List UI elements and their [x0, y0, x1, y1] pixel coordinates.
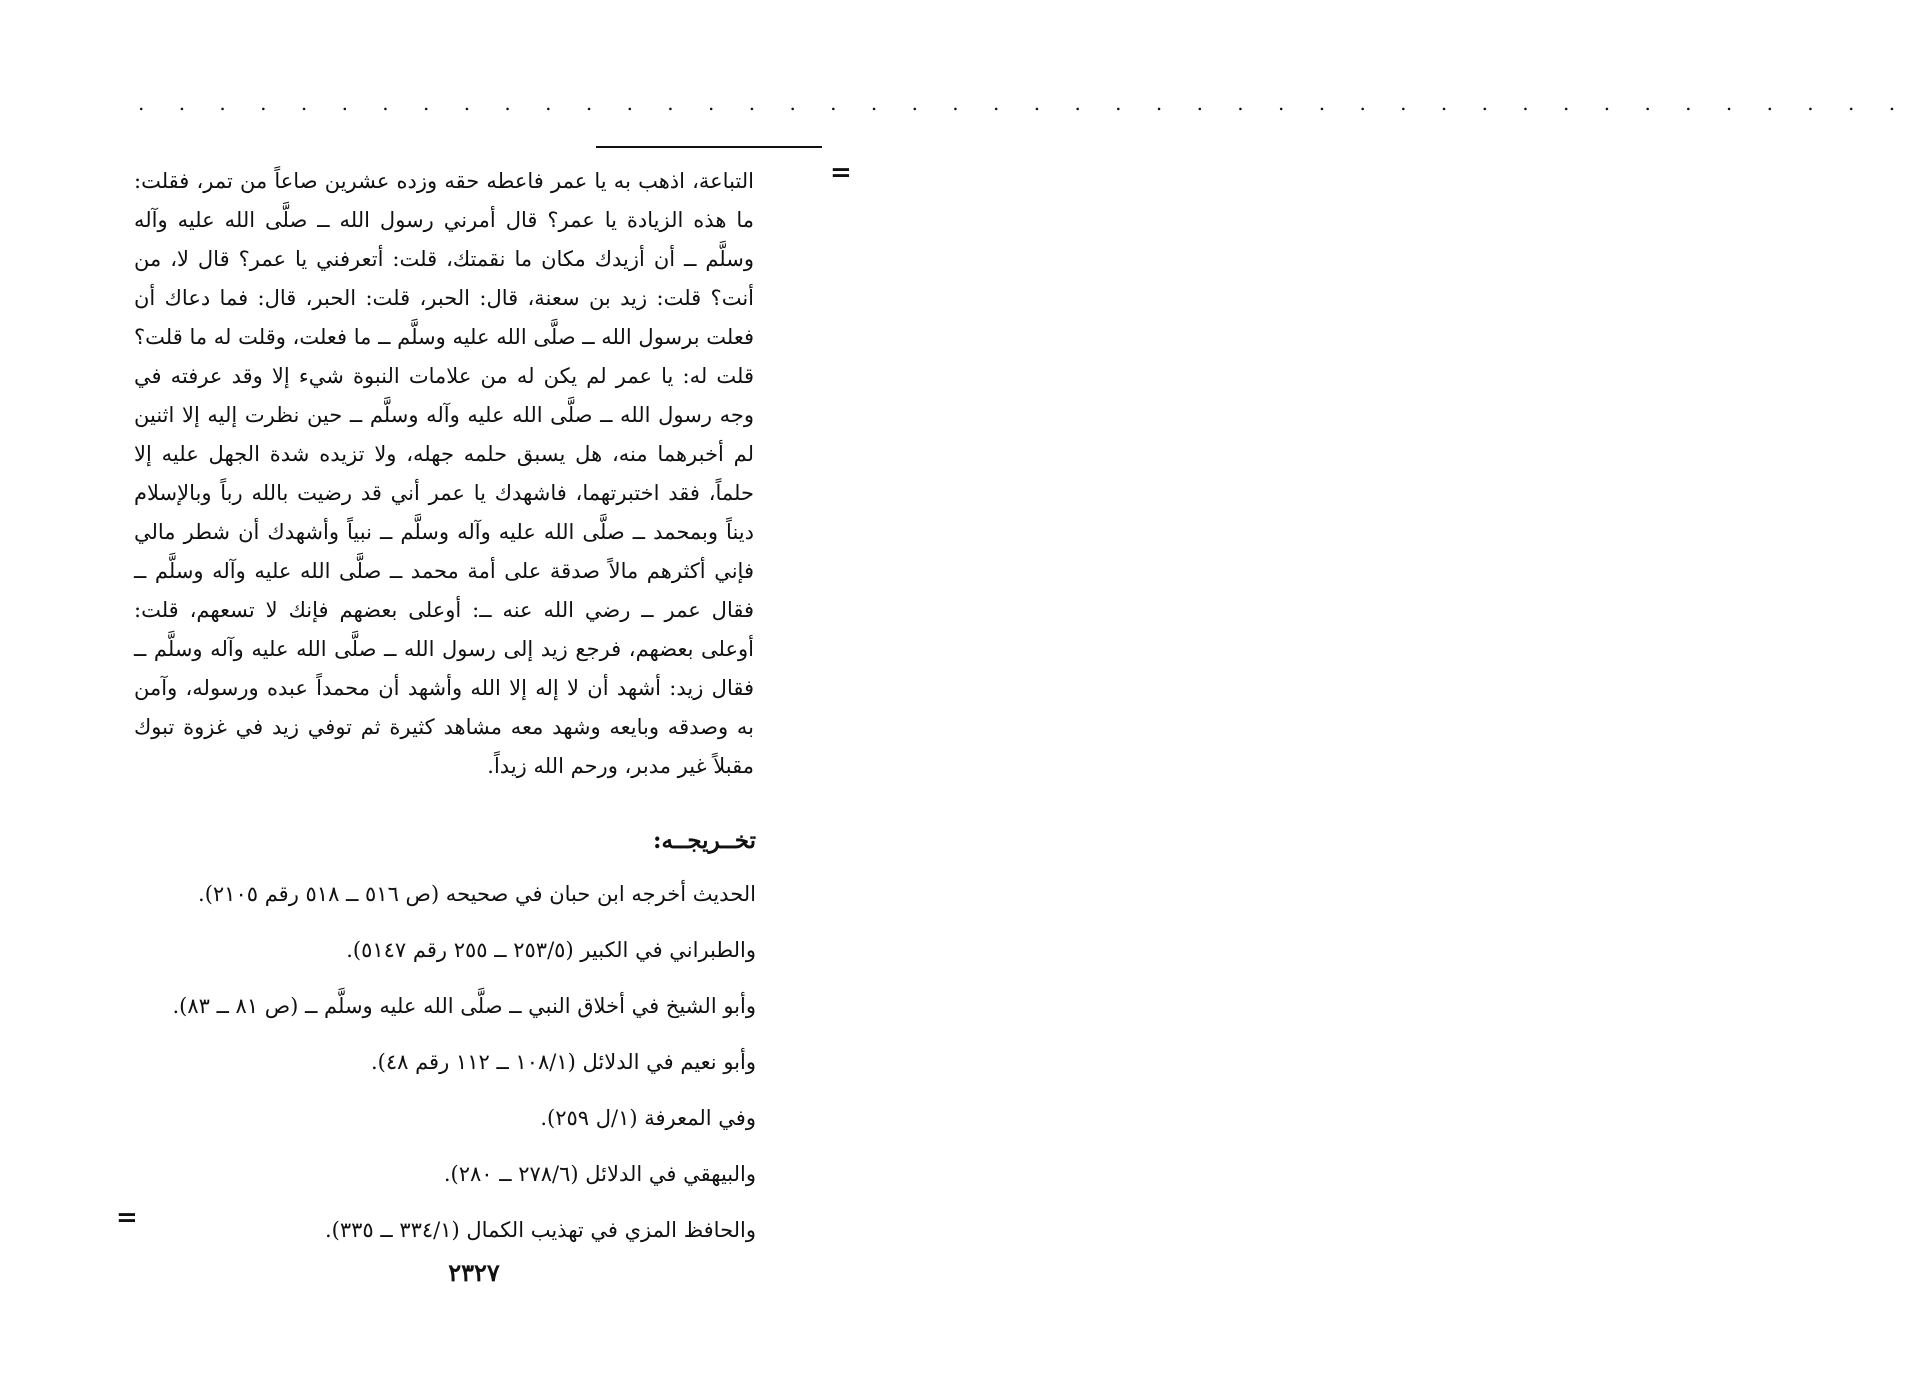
- takhrij-list: [134, 866, 756, 1258]
- page-number: ٢٣٢٧: [448, 1258, 500, 1287]
- list-item: وأبو نعيم في الدلائل (١٠٨/١ ــ ١١٢ رقم ٤٨).: [370, 1050, 756, 1074]
- list-item: والحافظ المزي في تهذيب الكمال (٣٣٤/١ ــ ٣٣٥).: [324, 1218, 756, 1242]
- list-item: وفي المعرفة (١/ل ٢٥٩).: [540, 1106, 756, 1130]
- list-item: الحديث أخرجه ابن حبان في صحيحه (ص ٥١٦ ــ ٥١٨ رقم ٢١٠٥).: [198, 882, 756, 906]
- list-item: والبيهقي في الدلائل (٢٧٨/٦ ــ ٢٨٠).: [443, 1162, 756, 1186]
- margin-mark-top: =: [830, 158, 852, 188]
- margin-mark-bottom: =: [116, 1203, 138, 1233]
- list-item: وأبو الشيخ في أخلاق النبي ــ صلَّى الله عليه وسلَّم ــ (ص ٨١ ــ ٨٣).: [172, 994, 756, 1018]
- body-paragraph: التباعة، اذهب به يا عمر فاعطه حقه وزده عشرين صاعاً من تمر، فقلت: ما هذه الزيادة يا عمر؟ قال أمرني رسول الله ــ صلَّى الله عليه وآله وسلَّم ــ أن أزيدك مكان ما نقمتك، قلت: أتعرفني يا عمر؟ قال لا، من أنت؟ قلت: زيد بن سعنة، قال: الحبر، قلت: الحبر، قال: فما دعاك أن فعلت برسول الله ــ صلَّى الله عليه وسلَّم ــ ما فعلت، وقلت له ما قلت؟ قلت له: يا عمر لم يكن له من علامات النبوة شيء إلا وقد عرفته في وجه رسول الله ــ صلَّى الله عليه وآله وسلَّم ــ حين نظرت إليه إلا اثنين لم أخبرهما منه، هل يسبق حلمه جهله، ولا تزيده شدة الجهل عليه إلا حلماً، فقد اختبرتهما، فاشهدك يا عمر أني قد رضيت بالله رباً وبالإسلام ديناً وبمحمد ــ صلَّى الله عليه وآله وسلَّم ــ نبياً وأشهدك أن شطر مالي فإني أكثرهم مالاً صدقة على أمة محمد ــ صلَّى الله عليه وآله وسلَّم ــ فقال عمر ــ رضي الله عنه ــ: أوعلى بعضهم فإنك لا تسعهم، قلت: أوعلى بعضهم، فرجع زيد إلى رسول الله ــ صلَّى الله عليه وآله وسلَّم ــ فقال زيد: أشهد أن لا إله إلا الله وأشهد أن محمداً عبده ورسوله، وآمن به وصدقه وبايعه وشهد معه مشاهد كثيرة ثم توفي زيد في غزوة تبوك مقبلاً غير مدبر، ورحم الله زيداً.: [134, 169, 754, 778]
- list-item: والطبراني في الكبير (٢٥٣/٥ ــ ٢٥٥ رقم ٥١٤٧).: [346, 938, 756, 962]
- footnote-rule: [596, 146, 822, 148]
- dotted-separator: . . . . . . . . . . . . . . . . . . . . . . . . . . . . . . . . . . . . . . . . . . . .: [138, 91, 1909, 115]
- takhrij-heading: تخــريجــه:: [653, 827, 756, 854]
